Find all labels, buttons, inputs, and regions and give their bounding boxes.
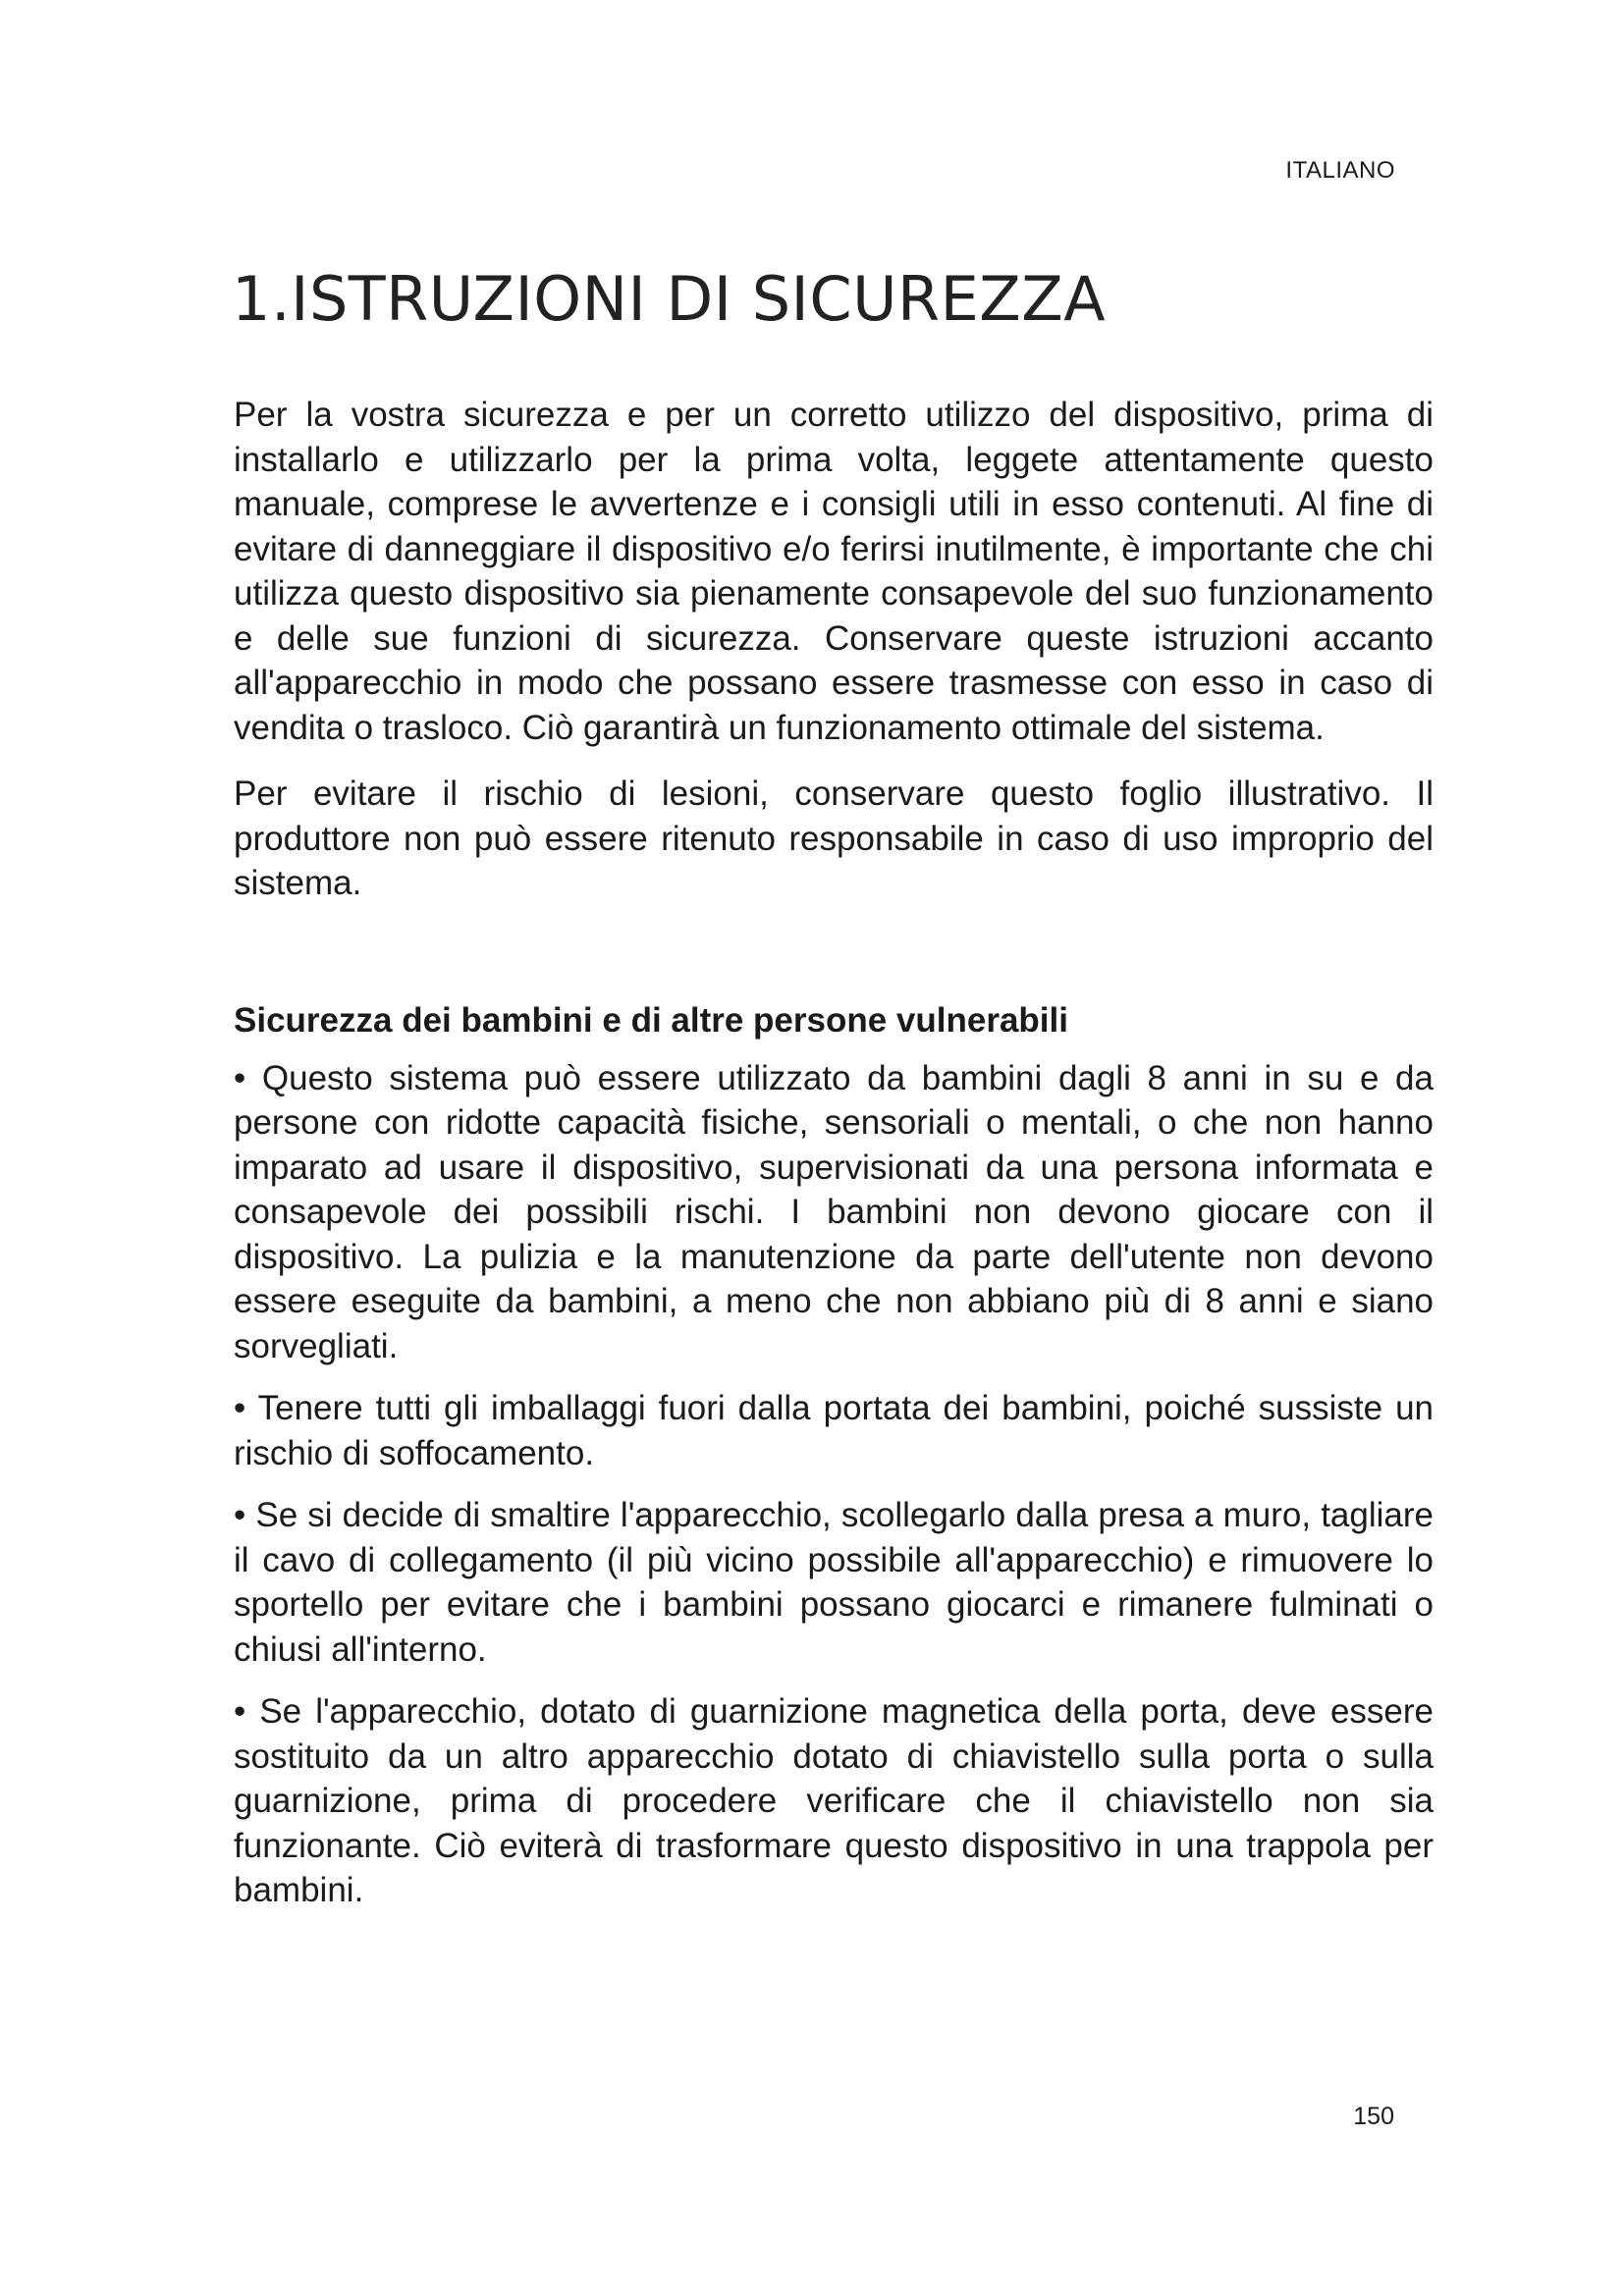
bullet-item: • Se l'apparecchio, dotato di guarnizione magnetica della porta, deve essere sostituito da un altro apparecchio dotato di chiavistello sulla porta o sulla guarnizione, prima di procedere verificare che il chiavistello non sia funzionante. Ciò eviterà di trasformare questo dispositivo in una trappola per bambini. [234,1692,1434,1909]
bullet-item: • Se si decide di smaltire l'apparecchio, scollegarlo dalla presa a muro, tagliare il cavo di collegamento (il più vicino possibile all'apparecchio) e rimuovere lo sportello per evitare che i bambini possano giocarci e rimanere fulminati o chiusi all'interno. [234,1496,1434,1669]
document-body [234,393,1434,1931]
page-number: 150 [1353,2103,1394,2130]
bullet-item: • Questo sistema può essere utilizzato da bambini dagli 8 anni in su e da persone con ridotte capacità fisiche, sensoriali o mentali, o che non hanno imparato ad usare il dispositivo, supervisionati da una persona informata e consapevole dei possibili rischi. I bambini non devono giocare con il dispositivo. La pulizia e la manutenzione da parte dell'utente non devono essere eseguite da bambini, a meno che non abbiano più di 8 anni e siano sorvegliati. [234,1058,1434,1365]
intro-paragraph: Per evitare il rischio di lesioni, conservare questo foglio illustrativo. Il produttore non può essere ritenuto responsabile in caso di uso improprio del sistema. [234,774,1434,902]
intro-paragraph: Per la vostra sicurezza e per un corretto utilizzo del dispositivo, prima di installarlo e utilizzarlo per la prima volta, leggete attentamente questo manuale, comprese le avvertenze e i consigli utili in esso contenuti. Al fine di evitare di danneggiare il dispositivo e/o ferirsi inutilmente, è importante che chi utilizza questo dispositivo sia pienamente consapevole del suo funzionamento e delle sue funzioni di sicurezza. Conservare queste istruzioni accanto all'apparecchio in modo che possano essere trasmesse con esso in caso di vendita o trasloco. Ciò garantirà un funzionamento ottimale del sistema. [234,396,1434,747]
section-heading: Sicurezza dei bambini e di altre persone vulnerabili [234,1000,1068,1040]
language-label: ITALIANO [1285,157,1395,184]
bullet-item: • Tenere tutti gli imballaggi fuori dalla portata dei bambini, poiché sussiste un rischio di soffocamento. [234,1389,1434,1472]
page-title: 1.ISTRUZIONI DI SICUREZZA [232,263,1107,335]
